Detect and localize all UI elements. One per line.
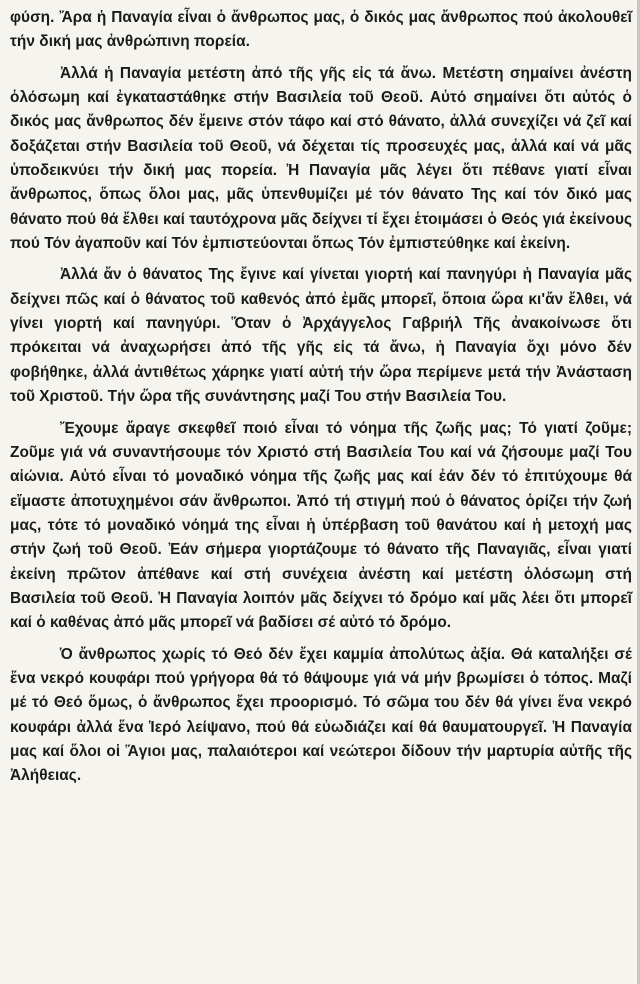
- paragraph-4: Ἔχουμε ἄραγε σκεφθεῖ ποιό εἶναι τό νόημα τῆς ζωῆς μας; Τό γιατί ζοῦμε; Ζοῦμε γιά νά συναντήσουμε τόν Χριστό στή Βασιλεία Του καί νά ζήσουμε μαζί Του αἰώνια. Αὐτό εἶναι τό μοναδικό νόημα τῆς ζωῆς μας καί ἐάν δέν τό ἐπιτύχουμε θά εἴμαστε ἀποτυχημένοι σάν ἄνθρωποι. Ἀπό τή στιγμή πού ὁ θάνατος ὁρίζει τήν ζωή μας, τότε τό μοναδικό νόημά της εἶναι ἡ ὑπέρβαση τοῦ θανάτου καί ἡ μετοχή μας στήν ζωή τοῦ Θεοῦ. Ἐάν σήμερα γιορτάζουμε τό θάνατο τῆς Παναγιᾶς, εἶναι γιατί ἐκείνη πρῶτον ἀπέθανε καί στή συνέχεια ἀνέστη καί μετέστη ὁλόσωμη στή Βασιλεία τοῦ Θεοῦ. Ἡ Παναγία λοιπόν μᾶς δείχνει τό δρόμο καί μᾶς λέει ὅτι μπορεῖ καί ὁ καθένας ἀπό μᾶς μπορεῖ νά βαδίσει σέ αὐτό τό δρόμο.: [10, 419, 632, 632]
- paragraph-1: φύση. Ἄρα ἡ Παναγία εἶναι ὁ ἄνθρωπος μας, ὁ δικός μας ἄνθρωπος πού ἀκολουθεῖ τήν δική μας ἀνθρώπινη πορεία.: [10, 9, 632, 51]
- paragraph-3: Ἀλλά ἄν ὁ θάνατος Της ἔγινε καί γίνεται γιορτή καί πανηγύρι ἡ Παναγία μᾶς δείχνει πῶς καί ὁ θάνατος τοῦ καθενός ἀπό ἐμᾶς μπορεῖ, ὅποια ὥρα κι'ἄν ἔλθει, νά γίνει γιορτή καί πανηγύρι. Ὅταν ὁ Ἀρχάγγελος Γαβριήλ Τῆς ἀνακοίνωσε ὅτι πρόκειται νά ἀναχωρήσει ἀπό τῆς γῆς εἰς τά ἄνω, ἡ Παναγία ὄχι μόνο δέν φοβήθηκε, ἀλλά ἀντιθέτως χάρηκε γιατί αὐτή τήν ὥρα περίμενε μετά τήν Ἀνάσταση τοῦ Χριστοῦ. Τήν ὥρα τῆς συνάντησης μαζί Του στήν Βασιλεία Του.: [10, 266, 632, 406]
- paragraph-5: Ὁ ἄνθρωπος χωρίς τό Θεό δέν ἔχει καμμία ἀπολύτως ἀξία. Θά καταλήξει σέ ἕνα νεκρό κουφάρι πού γρήγορα θά τό θάψουμε γιά νά μήν βρωμίσει ὁ τόπος. Μαζί μέ τό Θεό ὅμως, ὁ ἄνθρωπος ἔχει προορισμό. Τό σῶμα του δέν θά γίνει ἕνα νεκρό κουφάρι ἀλλά ἕνα Ἱερό λείψανο, πού θά εὐωδιάζει καί θά θαυματουργεῖ. Ἡ Παναγία μας καί ὅλοι οἱ Ἅγιοι μας, παλαιότεροι καί νεώτεροι δίδουν τήν μαρτυρία αὐτῆς τῆς Ἀλήθειας.: [10, 645, 632, 785]
- paragraph-2: Ἀλλά ἡ Παναγία μετέστη ἀπό τῆς γῆς εἰς τά ἄνω. Μετέστη σημαίνει ἀνέστη ὁλόσωμη καί ἐγκαταστάθηκε στήν Βασιλεία τοῦ Θεοῦ. Αὐτό σημαίνει ὅτι αὐτός ὁ δικός μας ἄνθρωπος δέν ἔμεινε στόν τάφο καί στό θάνατο, ἀλλά συνεχίζει νά ζεῖ καί δοξάζεται στήν Βασιλεία τοῦ Θεοῦ, νά δέχεται τίς προσευχές μας, ἀλλά καί νά μᾶς ὑποδεικνύει τήν δική μας πορεία. Ἡ Παναγία μᾶς λέγει ὅτι πέθανε γιατί εἶναι ἄνθρωπος, ὅπως ὅλοι μας, μᾶς ὑπενθυμίζει μέ τόν θάνατο Της καί τόν δικό μας θάνατο πού θά ἔλθει καί ταυτόχρονα μᾶς δείχνει τί ἔχει ἑτοιμάσει ὁ Θεός γιά ἐκείνους πού Τόν ἀγαποῦν καί Τόν ἐμπιστεύονται ὅπως Τόν ἐμπιστεύθηκε καί ἐκείνη.: [10, 64, 633, 253]
